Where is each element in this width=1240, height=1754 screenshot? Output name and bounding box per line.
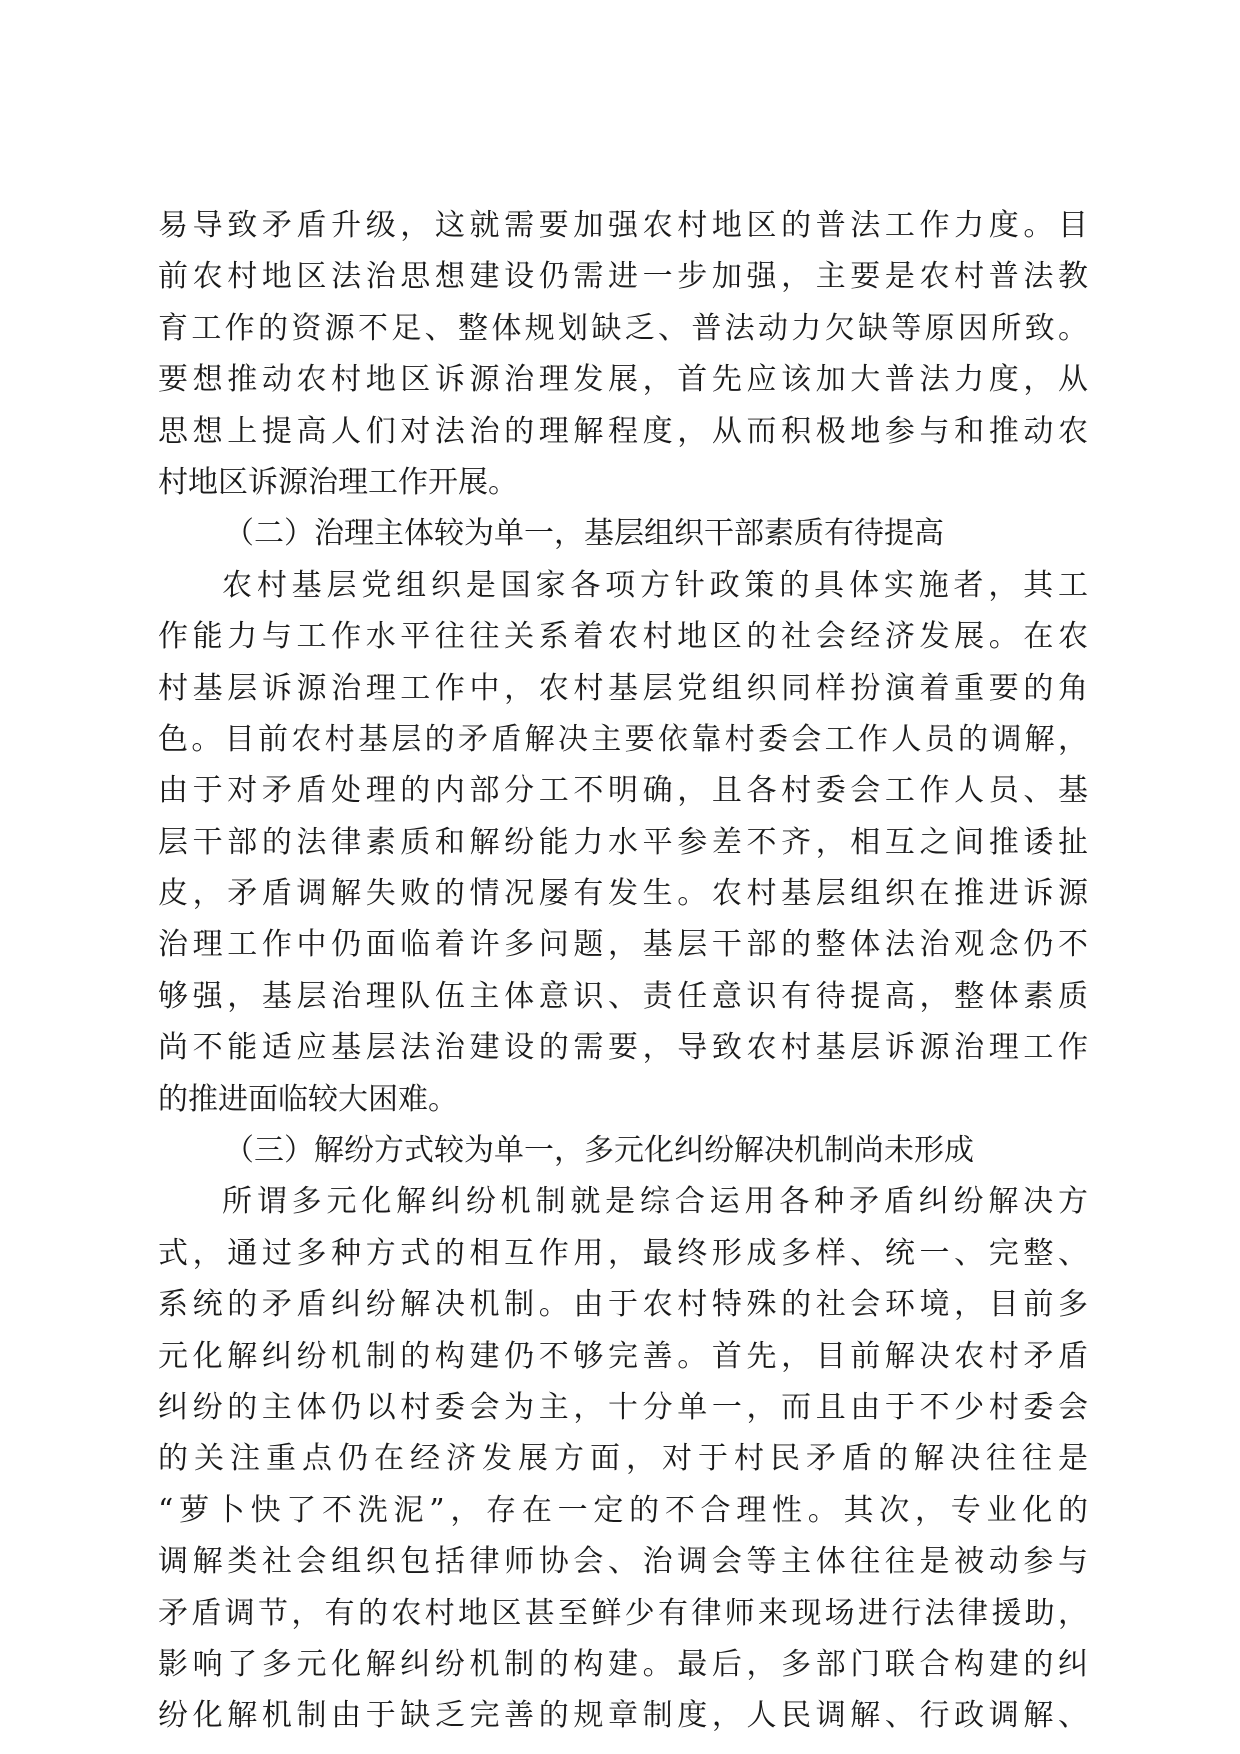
text-line: 要想推动农村地区诉源治理发展，首先应该加大普法力度，从 xyxy=(158,362,1088,398)
text-line: 思想上提高人们对法治的理解程度，从而积极地参与和推动农 xyxy=(158,413,1088,449)
text-line: 易导致矛盾升级，这就需要加强农村地区的普法工作力度。目 xyxy=(158,208,1088,243)
section-heading-2: （二）治理主体较为单一，基层组织干部素质有待提高 xyxy=(224,516,944,552)
text-line: 村地区诉源治理工作开展。 xyxy=(158,464,518,500)
text-line: 尚不能适应基层法治建设的需要，导致农村基层诉源治理工作 xyxy=(158,1030,1088,1066)
text-line: 影响了多元化解纠纷机制的构建。最后，多部门联合构建的纠 xyxy=(158,1646,1088,1682)
text-line: 皮，矛盾调解失败的情况屡有发生。农村基层组织在推进诉源 xyxy=(158,876,1088,912)
text-line: 系统的矛盾纠纷解决机制。由于农村特殊的社会环境，目前多 xyxy=(158,1287,1088,1323)
text-line: 调解类社会组织包括律师协会、治调会等主体往往是被动参与 xyxy=(158,1544,1088,1580)
text-line: 层干部的法律素质和解纷能力水平参差不齐，相互之间推诿扯 xyxy=(158,824,1088,860)
text-line: 纠纷的主体仍以村委会为主，十分单一，而且由于不少村委会 xyxy=(158,1389,1088,1425)
text-line: 纷化解机制由于缺乏完善的规章制度，人民调解、行政调解、 xyxy=(158,1698,1088,1734)
text-line: 的推进面临较大困难。 xyxy=(158,1081,458,1117)
text-line: 由于对矛盾处理的内部分工不明确，且各村委会工作人员、基 xyxy=(158,773,1088,809)
section-heading-3: （三）解纷方式较为单一，多元化纠纷解决机制尚未形成 xyxy=(224,1133,974,1169)
text-line: 的关注重点仍在经济发展方面，对于村民矛盾的解决往往是 xyxy=(158,1441,1088,1477)
text-line: 前农村地区法治思想建设仍需进一步加强，主要是农村普法教 xyxy=(158,259,1088,295)
text-line: 色。目前农村基层的矛盾解决主要依靠村委会工作人员的调解， xyxy=(158,721,1088,757)
text-line: 够强，基层治理队伍主体意识、责任意识有待提高，整体素质 xyxy=(158,978,1088,1014)
text-line: 矛盾调节，有的农村地区甚至鲜少有律师来现场进行法律援助， xyxy=(158,1595,1088,1631)
text-line: 式，通过多种方式的相互作用，最终形成多样、统一、完整、 xyxy=(158,1235,1088,1271)
paragraph-first-line: 所谓多元化解纠纷机制就是综合运用各种矛盾纠纷解决方 xyxy=(222,1184,1088,1220)
text-line: 作能力与工作水平往往关系着农村地区的社会经济发展。在农 xyxy=(158,619,1088,655)
paragraph-first-line: 农村基层党组织是国家各项方针政策的具体实施者，其工 xyxy=(222,567,1088,603)
text-line: 育工作的资源不足、整体规划缺乏、普法动力欠缺等原因所致。 xyxy=(158,310,1088,346)
text-line: 村基层诉源治理工作中，农村基层党组织同样扮演着重要的角 xyxy=(158,670,1088,706)
body-text xyxy=(158,200,1088,1742)
text-line: 治理工作中仍面临着许多问题，基层干部的整体法治观念仍不 xyxy=(158,927,1088,963)
text-line: “萝卜快了不洗泥”，存在一定的不合理性。其次，专业化的 xyxy=(158,1492,1088,1528)
text-line: 元化解纠纷机制的构建仍不够完善。首先，目前解决农村矛盾 xyxy=(158,1338,1088,1374)
